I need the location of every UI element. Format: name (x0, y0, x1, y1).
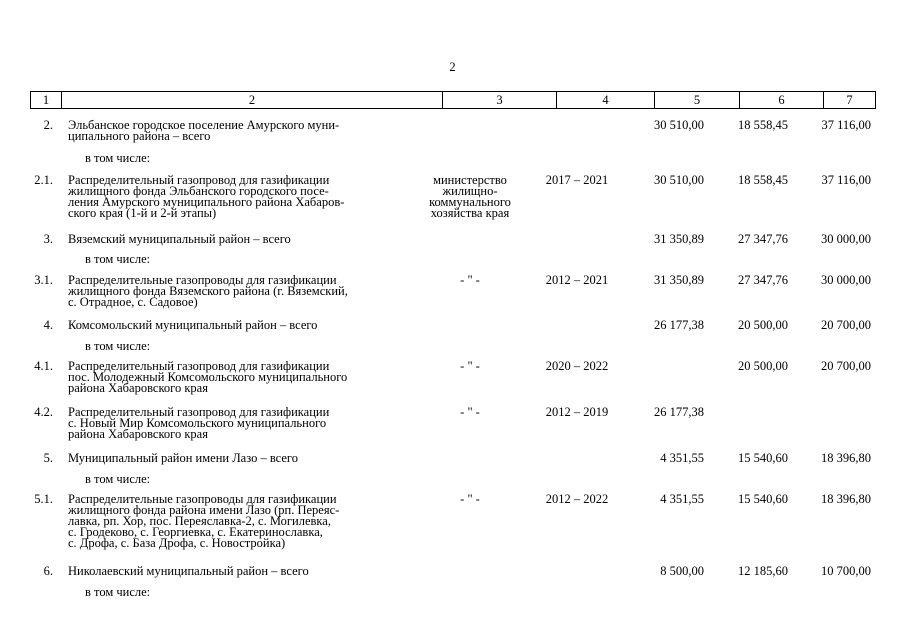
row-subheading: в том числе: (85, 472, 151, 486)
row-value-col5: 30 510,00 (654, 118, 704, 132)
row-value-col7: 20 700,00 (821, 359, 871, 373)
row-name: Эльбанское городское поселение Амурского муни- ципального района – всего (68, 118, 340, 143)
row-subheading: в том числе: (85, 585, 151, 599)
row-number: 6. (43, 564, 53, 578)
row-value-col5: 4 351,55 (660, 451, 704, 465)
row-period: 2012 – 2021 (545, 273, 609, 287)
row-value-col7: 18 396,80 (821, 451, 871, 465)
row-number: 5.1. (34, 492, 53, 506)
table-header-row (30, 91, 876, 109)
row-value-col6: 20 500,00 (738, 359, 788, 373)
row-value-col7: 30 000,00 (821, 273, 871, 287)
row-value-col7: 30 000,00 (821, 232, 871, 246)
header-cell-6: 6 (740, 92, 824, 108)
row-value-col5: 26 177,38 (654, 405, 704, 419)
row-number: 2.1. (34, 173, 53, 187)
row-number: 4.1. (34, 359, 53, 373)
header-cell-3: 3 (443, 92, 557, 108)
row-name: Распределительные газопроводы для газификации жилищного фонда Вяземского района (г. Вяземский, с. Отрадное, с. Садовое) (68, 273, 348, 309)
row-name: Комсомольский муниципальный район – всего (68, 318, 318, 332)
row-value-col6: 15 540,60 (738, 492, 788, 506)
row-name: Муниципальный район имени Лазо – всего (68, 451, 298, 465)
header-cell-7: 7 (846, 93, 853, 107)
row-name: Распределительные газопроводы для газификации жилищного фонда района имени Лазо (рп. Переяс- лавка, рп. Хор, пос. Переяславка-2, с. Могилевка, с. Гродеково, с. Георгиевка, с. Екатеринославка, с. Дрофа, с. База Дрофа, с. Новостройка) (68, 492, 340, 550)
row-subheading: в том числе: (85, 339, 151, 353)
row-name: Вяземский муниципальный район – всего (68, 232, 291, 246)
row-value-col5: 31 350,89 (654, 273, 704, 287)
row-number: 4. (43, 318, 53, 332)
row-period: 2020 – 2022 (545, 359, 609, 373)
row-value-col6: 18 558,45 (738, 173, 788, 187)
row-responsible: министерство жилищно- коммунального хозяйства края (429, 173, 511, 220)
row-value-col7: 18 396,80 (821, 492, 871, 506)
row-value-col5: 4 351,55 (660, 492, 704, 506)
header-cell-5: 5 (655, 92, 740, 108)
row-value-col7: 20 700,00 (821, 318, 871, 332)
row-name: Распределительный газопровод для газификации жилищного фонда Эльбанского городского посе- ления Амурского муниципального района Хабаров- ского края (1-й и 2-й этапы) (68, 173, 345, 220)
row-value-col6: 18 558,45 (738, 118, 788, 132)
row-period: 2017 – 2021 (545, 173, 609, 187)
row-value-col5: 8 500,00 (660, 564, 704, 578)
row-subheading: в том числе: (85, 252, 151, 266)
row-number: 4.2. (34, 405, 53, 419)
row-number: 3. (43, 232, 53, 246)
row-name: Распределительный газопровод для газификации с. Новый Мир Комсомольского муниципального района Хабаровского края (68, 405, 330, 441)
row-name: Николаевский муниципальный район – всего (68, 564, 309, 578)
row-value-col6: 27 347,76 (738, 273, 788, 287)
row-period: 2012 – 2019 (545, 405, 609, 419)
row-number: 3.1. (34, 273, 53, 287)
row-value-col7: 10 700,00 (821, 564, 871, 578)
row-period: 2012 – 2022 (545, 492, 609, 506)
row-value-col5: 31 350,89 (654, 232, 704, 246)
header-cell-4: 4 (557, 92, 655, 108)
row-value-col6: 20 500,00 (738, 318, 788, 332)
row-value-col7: 37 116,00 (821, 118, 871, 132)
header-cell-1: 1 (31, 92, 62, 108)
row-value-col6: 12 185,60 (738, 564, 788, 578)
row-value-col7: 37 116,00 (821, 173, 871, 187)
row-name: Распределительный газопровод для газификации пос. Молодежный Комсомольского муниципального района Хабаровского края (68, 359, 348, 395)
row-subheading: в том числе: (85, 151, 151, 165)
row-responsible: - " - (460, 405, 480, 419)
row-value-col5: 26 177,38 (654, 318, 704, 332)
row-value-col6: 15 540,60 (738, 451, 788, 465)
row-number: 5. (43, 451, 53, 465)
row-responsible: - " - (460, 359, 480, 373)
row-responsible: - " - (460, 492, 480, 506)
header-cell-2: 2 (62, 92, 443, 108)
row-value-col6: 27 347,76 (738, 232, 788, 246)
row-number: 2. (43, 118, 53, 132)
page-number: 2 (449, 60, 456, 74)
row-value-col5: 30 510,00 (654, 173, 704, 187)
row-responsible: - " - (460, 273, 480, 287)
